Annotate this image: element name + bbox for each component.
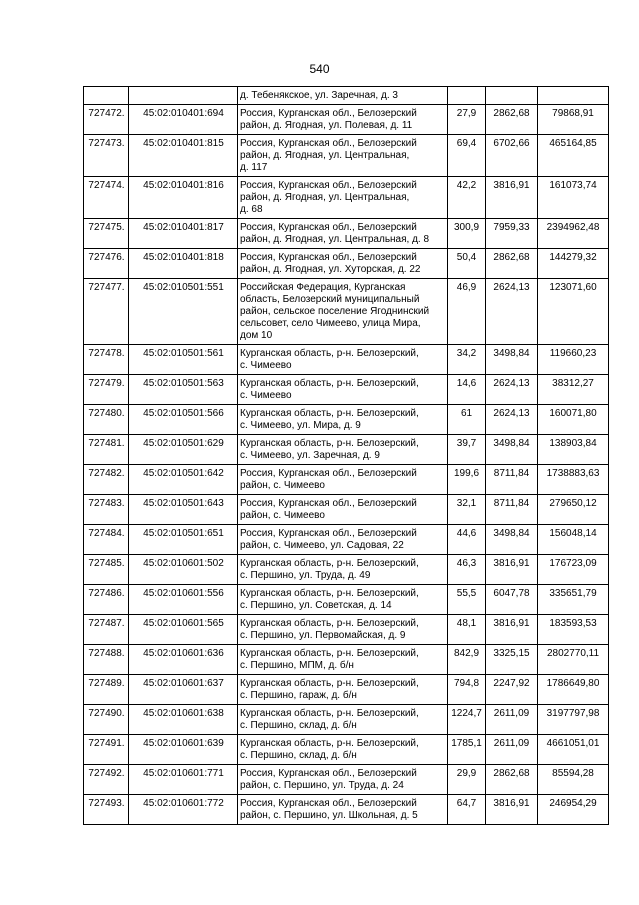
cadastral-number-cell: 45:02:010601:637 <box>129 675 238 705</box>
cadastral-value-cell: 144279,32 <box>538 249 609 279</box>
cadastral-number-cell: 45:02:010601:772 <box>129 795 238 825</box>
row-number-cell: 727474. <box>84 177 129 219</box>
unit-price-cell <box>486 87 538 105</box>
table-row <box>84 765 609 795</box>
area-cell: 50,4 <box>448 249 486 279</box>
table-row <box>84 645 609 675</box>
area-cell: 69,4 <box>448 135 486 177</box>
table-row <box>84 345 609 375</box>
table-row <box>84 375 609 405</box>
row-number-cell: 727473. <box>84 135 129 177</box>
page-number: 540 <box>309 62 330 76</box>
row-number-cell: 727492. <box>84 765 129 795</box>
cadastral-value-cell: 2394962,48 <box>538 219 609 249</box>
cadastral-value-cell: 1786649,80 <box>538 675 609 705</box>
area-cell: 44,6 <box>448 525 486 555</box>
row-number-cell: 727478. <box>84 345 129 375</box>
row-number-cell: 727477. <box>84 279 129 345</box>
area-cell: 199,6 <box>448 465 486 495</box>
unit-price-cell: 2862,68 <box>486 105 538 135</box>
address-cell: Курганская область, р-н. Белозерский, с. Першино, ул. Первомайская, д. 9 <box>238 615 448 645</box>
table-row <box>84 585 609 615</box>
cadastral-number-cell: 45:02:010401:817 <box>129 219 238 249</box>
cadastral-value-cell: 160071,80 <box>538 405 609 435</box>
unit-price-cell: 6702,66 <box>486 135 538 177</box>
address-cell: Курганская область, р-н. Белозерский, с. Першино, ул. Советская, д. 14 <box>238 585 448 615</box>
area-cell: 39,7 <box>448 435 486 465</box>
area-cell: 46,3 <box>448 555 486 585</box>
unit-price-cell: 3816,91 <box>486 615 538 645</box>
unit-price-cell: 2624,13 <box>486 405 538 435</box>
row-number-cell: 727481. <box>84 435 129 465</box>
cadastral-value-cell: 4661051,01 <box>538 735 609 765</box>
cadastral-number-cell: 45:02:010601:638 <box>129 705 238 735</box>
row-number-cell: 727485. <box>84 555 129 585</box>
address-cell: Россия, Курганская обл., Белозерский район, д. Ягодная, ул. Центральная, д. 68 <box>238 177 448 219</box>
table-row <box>84 675 609 705</box>
row-number-cell: 727475. <box>84 219 129 249</box>
table-row <box>84 87 609 105</box>
unit-price-cell: 2247,92 <box>486 675 538 705</box>
table-row <box>84 219 609 249</box>
row-number-cell: 727476. <box>84 249 129 279</box>
area-cell: 46,9 <box>448 279 486 345</box>
unit-price-cell: 3498,84 <box>486 525 538 555</box>
cadastral-number-cell: 45:02:010601:636 <box>129 645 238 675</box>
area-cell: 27,9 <box>448 105 486 135</box>
cadastral-value-cell: 85594,28 <box>538 765 609 795</box>
area-cell: 300,9 <box>448 219 486 249</box>
row-number-cell: 727479. <box>84 375 129 405</box>
row-number-cell: 727484. <box>84 525 129 555</box>
table-row <box>84 435 609 465</box>
cadastral-value-cell: 279650,12 <box>538 495 609 525</box>
row-number-cell: 727472. <box>84 105 129 135</box>
cadastral-value-cell: 176723,09 <box>538 555 609 585</box>
unit-price-cell: 3816,91 <box>486 177 538 219</box>
table-row <box>84 615 609 645</box>
cadastral-number-cell: 45:02:010401:694 <box>129 105 238 135</box>
unit-price-cell: 2611,09 <box>486 735 538 765</box>
cadastral-value-cell: 38312,27 <box>538 375 609 405</box>
address-cell: Курганская область, р-н. Белозерский, с. Чимеево <box>238 345 448 375</box>
table-row <box>84 177 609 219</box>
cadastral-number-cell: 45:02:010501:642 <box>129 465 238 495</box>
unit-price-cell: 3325,15 <box>486 645 538 675</box>
cadastral-number-cell: 45:02:010401:818 <box>129 249 238 279</box>
row-number-cell: 727482. <box>84 465 129 495</box>
unit-price-cell: 7959,33 <box>486 219 538 249</box>
address-cell: Курганская область, р-н. Белозерский, с. Чимеево <box>238 375 448 405</box>
cadastral-value-cell: 119660,23 <box>538 345 609 375</box>
unit-price-cell: 6047,78 <box>486 585 538 615</box>
address-cell: Россия, Курганская обл., Белозерский район, с. Першино, ул. Труда, д. 24 <box>238 765 448 795</box>
cadastral-value-cell: 156048,14 <box>538 525 609 555</box>
area-cell: 34,2 <box>448 345 486 375</box>
cadastral-value-cell: 465164,85 <box>538 135 609 177</box>
cadastral-value-cell: 3197797,98 <box>538 705 609 735</box>
cadastral-number-cell: 45:02:010501:563 <box>129 375 238 405</box>
cadastral-value-cell: 335651,79 <box>538 585 609 615</box>
address-cell: Курганская область, р-н. Белозерский, с. Першино, склад, д. б/н <box>238 705 448 735</box>
table-row <box>84 735 609 765</box>
table-row <box>84 555 609 585</box>
address-cell: Россия, Курганская обл., Белозерский район, д. Ягодная, ул. Центральная, д. 117 <box>238 135 448 177</box>
row-number-cell <box>84 87 129 105</box>
area-cell: 842,9 <box>448 645 486 675</box>
area-cell: 14,6 <box>448 375 486 405</box>
cadastral-number-cell: 45:02:010601:556 <box>129 585 238 615</box>
table-row <box>84 705 609 735</box>
table-row <box>84 135 609 177</box>
area-cell: 55,5 <box>448 585 486 615</box>
unit-price-cell: 3498,84 <box>486 345 538 375</box>
area-cell: 794,8 <box>448 675 486 705</box>
table-row <box>84 795 609 825</box>
table-row <box>84 465 609 495</box>
cadastral-number-cell: 45:02:010501:629 <box>129 435 238 465</box>
unit-price-cell: 3816,91 <box>486 555 538 585</box>
unit-price-cell: 2862,68 <box>486 249 538 279</box>
table-row <box>84 105 609 135</box>
table-row <box>84 279 609 345</box>
cadastral-value-cell: 161073,74 <box>538 177 609 219</box>
table-row <box>84 495 609 525</box>
area-cell: 61 <box>448 405 486 435</box>
unit-price-cell: 2624,13 <box>486 279 538 345</box>
unit-price-cell: 2611,09 <box>486 705 538 735</box>
row-number-cell: 727488. <box>84 645 129 675</box>
area-cell: 32,1 <box>448 495 486 525</box>
cadastral-value-cell: 79868,91 <box>538 105 609 135</box>
cadastral-value-cell: 2802770,11 <box>538 645 609 675</box>
address-cell: Россия, Курганская обл., Белозерский район, д. Ягодная, ул. Центральная, д. 8 <box>238 219 448 249</box>
address-cell: Россия, Курганская обл., Белозерский район, с. Чимеево <box>238 465 448 495</box>
area-cell: 42,2 <box>448 177 486 219</box>
unit-price-cell: 8711,84 <box>486 465 538 495</box>
row-number-cell: 727480. <box>84 405 129 435</box>
address-cell: Российская Федерация, Курганская область, Белозерский муниципальный район, сельское поселение Ягоднинский сельсовет, село Чимеево, улица Мира, дом 10 <box>238 279 448 345</box>
cadastral-number-cell: 45:02:010401:816 <box>129 177 238 219</box>
address-cell: Курганская область, р-н. Белозерский, с. Першино, гараж, д. б/н <box>238 675 448 705</box>
area-cell: 48,1 <box>448 615 486 645</box>
address-cell: Курганская область, р-н. Белозерский, с. Чимеево, ул. Заречная, д. 9 <box>238 435 448 465</box>
row-number-cell: 727487. <box>84 615 129 645</box>
unit-price-cell: 2862,68 <box>486 765 538 795</box>
cadastral-number-cell: 45:02:010501:561 <box>129 345 238 375</box>
unit-price-cell: 8711,84 <box>486 495 538 525</box>
area-cell: 1785,1 <box>448 735 486 765</box>
row-number-cell: 727493. <box>84 795 129 825</box>
cadastral-number-cell: 45:02:010501:551 <box>129 279 238 345</box>
address-cell: Россия, Курганская обл., Белозерский район, с. Чимеево, ул. Садовая, 22 <box>238 525 448 555</box>
cadastral-number-cell: 45:02:010601:771 <box>129 765 238 795</box>
cadastral-number-cell: 45:02:010401:815 <box>129 135 238 177</box>
table-row <box>84 525 609 555</box>
table-row <box>84 405 609 435</box>
cadastral-value-cell: 123071,60 <box>538 279 609 345</box>
row-number-cell: 727483. <box>84 495 129 525</box>
cadastral-number-cell: 45:02:010501:651 <box>129 525 238 555</box>
area-cell: 1224,7 <box>448 705 486 735</box>
area-cell: 29,9 <box>448 765 486 795</box>
cadastral-value-cell: 1738883,63 <box>538 465 609 495</box>
address-cell: Россия, Курганская обл., Белозерский район, д. Ягодная, ул. Хуторская, д. 22 <box>238 249 448 279</box>
address-cell: Курганская область, р-н. Белозерский, с. Першино, склад, д. б/н <box>238 735 448 765</box>
cadastral-value-cell: 183593,53 <box>538 615 609 645</box>
address-cell: Курганская область, р-н. Белозерский, с. Першино, МПМ, д. б/н <box>238 645 448 675</box>
cadastral-number-cell <box>129 87 238 105</box>
cadastral-number-cell: 45:02:010501:566 <box>129 405 238 435</box>
address-cell: Россия, Курганская обл., Белозерский район, с. Чимеево <box>238 495 448 525</box>
cadastral-value-cell: 138903,84 <box>538 435 609 465</box>
area-cell: 64,7 <box>448 795 486 825</box>
row-number-cell: 727486. <box>84 585 129 615</box>
cadastral-value-table <box>83 86 609 825</box>
address-cell: Курганская область, р-н. Белозерский, с. Чимеево, ул. Мира, д. 9 <box>238 405 448 435</box>
unit-price-cell: 3816,91 <box>486 795 538 825</box>
row-number-cell: 727489. <box>84 675 129 705</box>
area-cell <box>448 87 486 105</box>
cadastral-number-cell: 45:02:010601:639 <box>129 735 238 765</box>
table-row <box>84 249 609 279</box>
cadastral-number-cell: 45:02:010501:643 <box>129 495 238 525</box>
unit-price-cell: 3498,84 <box>486 435 538 465</box>
address-cell: Курганская область, р-н. Белозерский, с. Першино, ул. Труда, д. 49 <box>238 555 448 585</box>
unit-price-cell: 2624,13 <box>486 375 538 405</box>
row-number-cell: 727490. <box>84 705 129 735</box>
address-cell: Россия, Курганская обл., Белозерский район, с. Першино, ул. Школьная, д. 5 <box>238 795 448 825</box>
address-cell: д. Тебенякское, ул. Заречная, д. 3 <box>238 87 448 105</box>
cadastral-number-cell: 45:02:010601:565 <box>129 615 238 645</box>
cadastral-value-cell <box>538 87 609 105</box>
cadastral-number-cell: 45:02:010601:502 <box>129 555 238 585</box>
address-cell: Россия, Курганская обл., Белозерский район, д. Ягодная, ул. Полевая, д. 11 <box>238 105 448 135</box>
row-number-cell: 727491. <box>84 735 129 765</box>
cadastral-value-cell: 246954,29 <box>538 795 609 825</box>
